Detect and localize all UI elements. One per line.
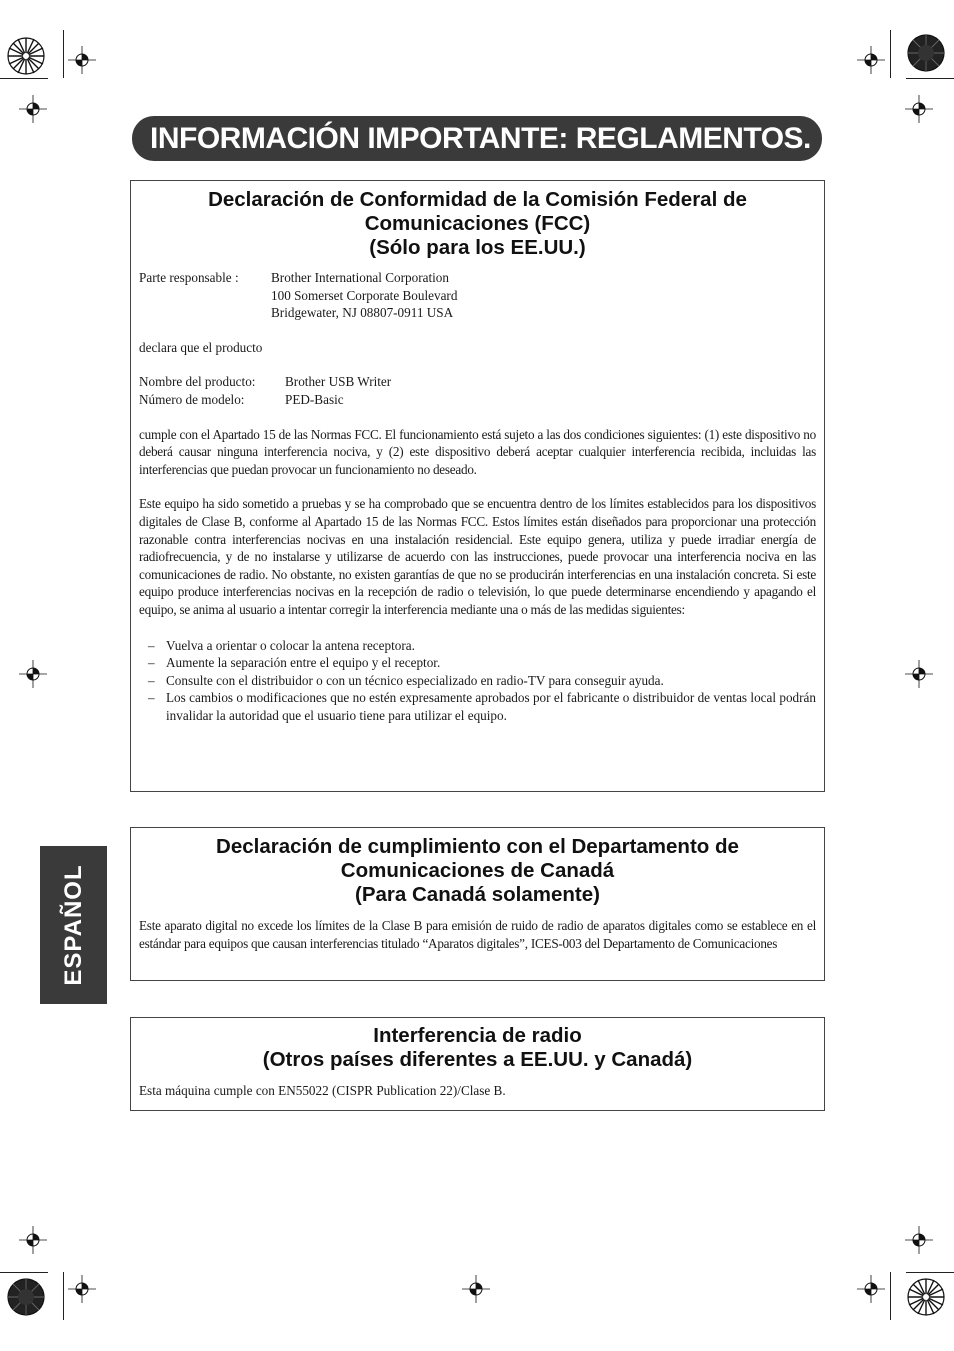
address-street: 100 Somerset Corporate Boulevard bbox=[271, 287, 458, 303]
radial-star-icon bbox=[906, 1277, 946, 1317]
trim-line bbox=[63, 30, 64, 78]
fcc-heading-line: (Sólo para los EE.UU.) bbox=[369, 236, 586, 259]
page-title-banner bbox=[132, 116, 822, 161]
canada-heading-line: Comunicaciones de Canadá bbox=[340, 859, 615, 882]
crosshair-target-icon bbox=[857, 1275, 885, 1303]
crosshair-target-icon bbox=[19, 1226, 47, 1254]
canada-declaration-box bbox=[130, 827, 825, 981]
trim-line bbox=[906, 78, 954, 79]
measures-list bbox=[139, 637, 816, 725]
product-name-value: Brother USB Writer bbox=[285, 374, 392, 390]
declares-text: declara que el producto bbox=[139, 339, 263, 355]
responsible-party-row bbox=[139, 269, 816, 287]
model-number-label: Número de modelo: bbox=[139, 391, 245, 407]
canada-heading bbox=[139, 835, 816, 907]
crosshair-target-icon bbox=[19, 95, 47, 123]
radio-paragraph: Esta máquina cumple con EN55022 (CISPR Publication 22)/Clase B. bbox=[139, 1083, 506, 1098]
radio-heading-line: Interferencia de radio bbox=[373, 1024, 582, 1047]
language-tab-label: ESPAÑOL bbox=[59, 864, 87, 986]
list-item: – Aumente la separación entre el equipo y el receptor. bbox=[148, 655, 441, 671]
page-title: INFORMACIÓN IMPORTANTE: REGLAMENTOS. bbox=[150, 121, 811, 155]
address-city: Bridgewater, NJ 08807-0911 USA bbox=[271, 305, 454, 321]
radio-heading bbox=[139, 1024, 816, 1072]
trim-line bbox=[63, 1272, 64, 1320]
crosshair-target-icon bbox=[462, 1275, 490, 1303]
radial-star-icon bbox=[906, 33, 946, 73]
canada-heading-line: (Para Canadá solamente) bbox=[355, 883, 600, 906]
fcc-conditions-paragraph: cumple con el Apartado 15 de las Normas FCC. El funcionamiento está sujeto a las dos condiciones siguientes: (1) este dispositivo no deberá causar ninguna interferencia nociva, y (2) este dispositivo deberá aceptar cualquier interferencia recibida, incluidas las interferencias que puedan provocar un funcionamiento no deseado. bbox=[139, 426, 816, 477]
product-name-row bbox=[139, 373, 816, 391]
trim-line bbox=[0, 78, 48, 79]
model-number-row bbox=[139, 391, 816, 409]
radial-star-icon bbox=[6, 36, 46, 76]
trim-line bbox=[0, 1272, 48, 1273]
fcc-heading bbox=[139, 188, 816, 260]
responsible-party-block bbox=[139, 269, 816, 322]
crosshair-target-icon bbox=[68, 1275, 96, 1303]
trim-line bbox=[890, 30, 891, 78]
crosshair-target-icon bbox=[857, 46, 885, 74]
crosshair-target-icon bbox=[905, 95, 933, 123]
crosshair-target-icon bbox=[905, 1226, 933, 1254]
radial-star-icon bbox=[6, 1277, 46, 1317]
fcc-limits-paragraph: Este equipo ha sido sometido a pruebas y se ha comprobado que se encuentra dentro de los límites establecidos para los dispositivos digitales de Clase B, conforme al Apartado 15 de las Normas FCC. Estos límites están diseñados para proporcionar una protección razonable contra interferencias nocivas en una instalación residencial. Este equipo genera, utiliza y puede irradiar energía de radiofrecuencia, y de no instalarse y utilizarse de acuerdo con las instrucciones, puede provocar una interferencia nociva en las comunicaciones de radio. No obstante, no existen garantías de que no se producirán interferencias en una instalación concreta. Si este equipo produce interferencias nocivas en la recepción de radio o televisión, lo que puede determinarse encendiendo y apagando el equipo, se anima al usuario a intentar corregir la interferencia mediante una o más de las medidas siguientes: bbox=[139, 496, 816, 617]
fcc-heading-line: Comunicaciones (FCC) bbox=[364, 212, 591, 235]
address-row bbox=[139, 304, 816, 322]
language-tab bbox=[40, 846, 107, 1004]
responsible-party-label: Parte responsable : bbox=[139, 270, 239, 285]
canada-paragraph: Este aparato digital no excede los límites de la Clase B para emisión de ruido de radio de aparatos digitales como se establece en el estándar para equipos que causan interferencias titulado “Aparatos digitales”, ICES-003 del Departamento de Comunicaciones bbox=[139, 918, 816, 951]
list-item: – Consulte con el distribuidor o con un técnico especializado en radio-TV para conseguir ayuda. bbox=[148, 672, 664, 688]
crosshair-target-icon bbox=[19, 660, 47, 688]
list-item: – Los cambios o modificaciones que no estén expresamente aprobados por el fabricante o distribuidor de ventas local podrán invalidar la autoridad que el usuario tiene para utilizar el equipo. bbox=[148, 690, 816, 723]
product-name-label: Nombre del producto: bbox=[139, 374, 256, 390]
list-item: – Vuelva a orientar o colocar la antena receptora. bbox=[148, 637, 415, 653]
crosshair-target-icon bbox=[68, 46, 96, 74]
crosshair-target-icon bbox=[905, 660, 933, 688]
radio-heading-line: (Otros países diferentes a EE.UU. y Canadá) bbox=[262, 1048, 693, 1071]
responsible-party-name: Brother International Corporation bbox=[271, 270, 449, 285]
trim-line bbox=[890, 1272, 891, 1320]
fcc-heading-line: Declaración de Conformidad de la Comisión Federal de bbox=[208, 188, 747, 211]
trim-line bbox=[906, 1272, 954, 1273]
product-info bbox=[139, 373, 816, 408]
radio-interference-box bbox=[130, 1017, 825, 1111]
canada-heading-line: Declaración de cumplimiento con el Departamento de bbox=[216, 835, 739, 858]
address-row bbox=[139, 287, 816, 305]
fcc-declaration-box bbox=[130, 180, 825, 792]
model-number-value: PED-Basic bbox=[285, 391, 344, 407]
